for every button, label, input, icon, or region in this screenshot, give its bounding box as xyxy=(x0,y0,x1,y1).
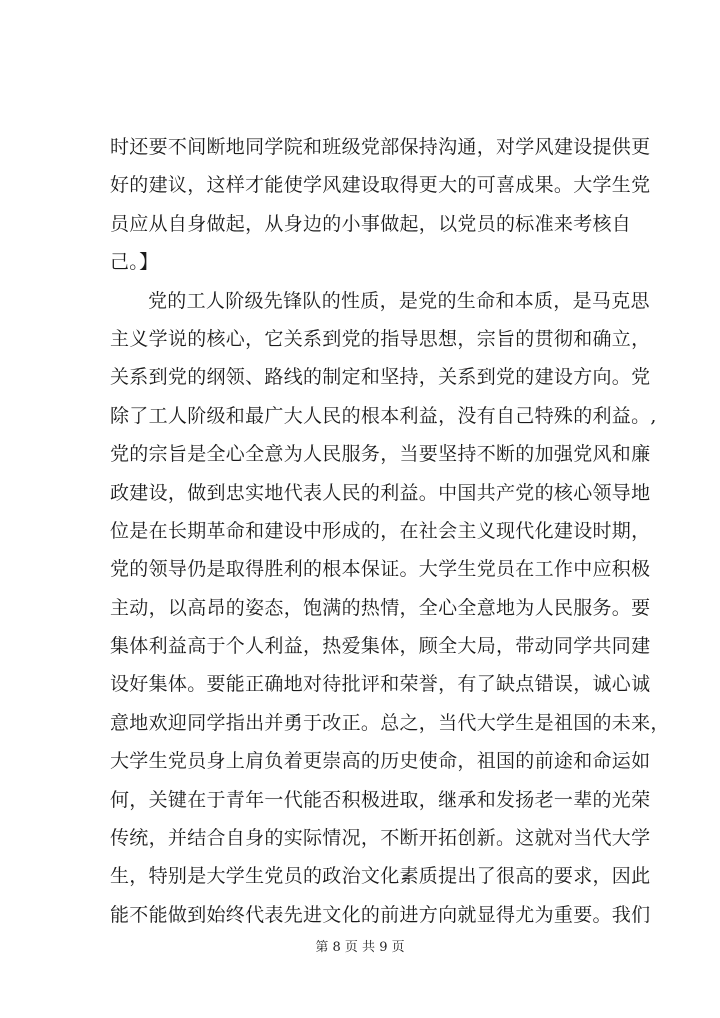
text-line: 位是在长期革命和建设中形成的，在社会主义现代化建设时期， xyxy=(110,519,651,542)
text-line: 意地欢迎同学指出并勇于改正。总之，当代大学生是祖国的未来， xyxy=(110,711,670,734)
text-line: 大学生党员身上肩负着更崇高的历史使命，祖国的前途和命运如 xyxy=(110,750,651,773)
text-line: 关系到党的纲领、路线的制定和坚持，关系到党的建设方向。党 xyxy=(110,366,651,389)
text-line: 除了工人阶级和最广大人民的根本利益，没有自己特殊的利益。, xyxy=(110,404,657,427)
text-line: 生，特别是大学生党员的政治文化素质提出了很高的要求，因此 xyxy=(110,865,651,888)
text-line: 集体利益高于个人利益，热爱集体，顾全大局，带动同学共同建 xyxy=(110,635,651,658)
body-text xyxy=(110,128,670,934)
text-line: 主义学说的核心，它关系到党的指导思想，宗旨的贯彻和确立， xyxy=(110,327,651,350)
text-line: 员应从自身做起，从身边的小事做起，以党员的标准来考核自 xyxy=(110,212,632,235)
text-line: 党的宗旨是全心全意为人民服务，当要坚持不断的加强党风和廉 xyxy=(110,443,651,466)
text-line: 党的领导仍是取得胜利的根本保证。大学生党员在工作中应积极 xyxy=(110,558,651,581)
text-line: 党的工人阶级先锋队的性质，是党的生命和本质，是马克思 xyxy=(148,289,650,312)
text-line: 主动，以高昂的姿态，饱满的热情，全心全意地为人民服务。要 xyxy=(110,596,651,619)
text-line: 己。】 xyxy=(110,251,159,274)
text-line: 时还要不间断地同学院和班级党部保持沟通，对学风建设提供更 xyxy=(110,136,651,158)
text-line: 能不能做到始终代表先进文化的前进方向就显得尤为重要。我们 xyxy=(110,903,651,926)
text-line: 好的建议，这样才能使学风建设取得更大的可喜成果。大学生党 xyxy=(110,174,651,197)
text-line: 政建设，做到忠实地代表人民的利益。中国共产党的核心领导地 xyxy=(110,481,651,504)
text-line: 传统，并结合自身的实际情况，不断开拓创新。这就对当代大学 xyxy=(110,827,651,850)
page-number-footer: 第 8 页 共 9 页 xyxy=(315,940,405,955)
text-line: 何，关键在于青年一代能否积极进取，继承和发扬老一辈的光荣 xyxy=(110,788,651,811)
text-line: 设好集体。要能正确地对待批评和荣誉，有了缺点错误，诚心诚 xyxy=(110,673,651,696)
